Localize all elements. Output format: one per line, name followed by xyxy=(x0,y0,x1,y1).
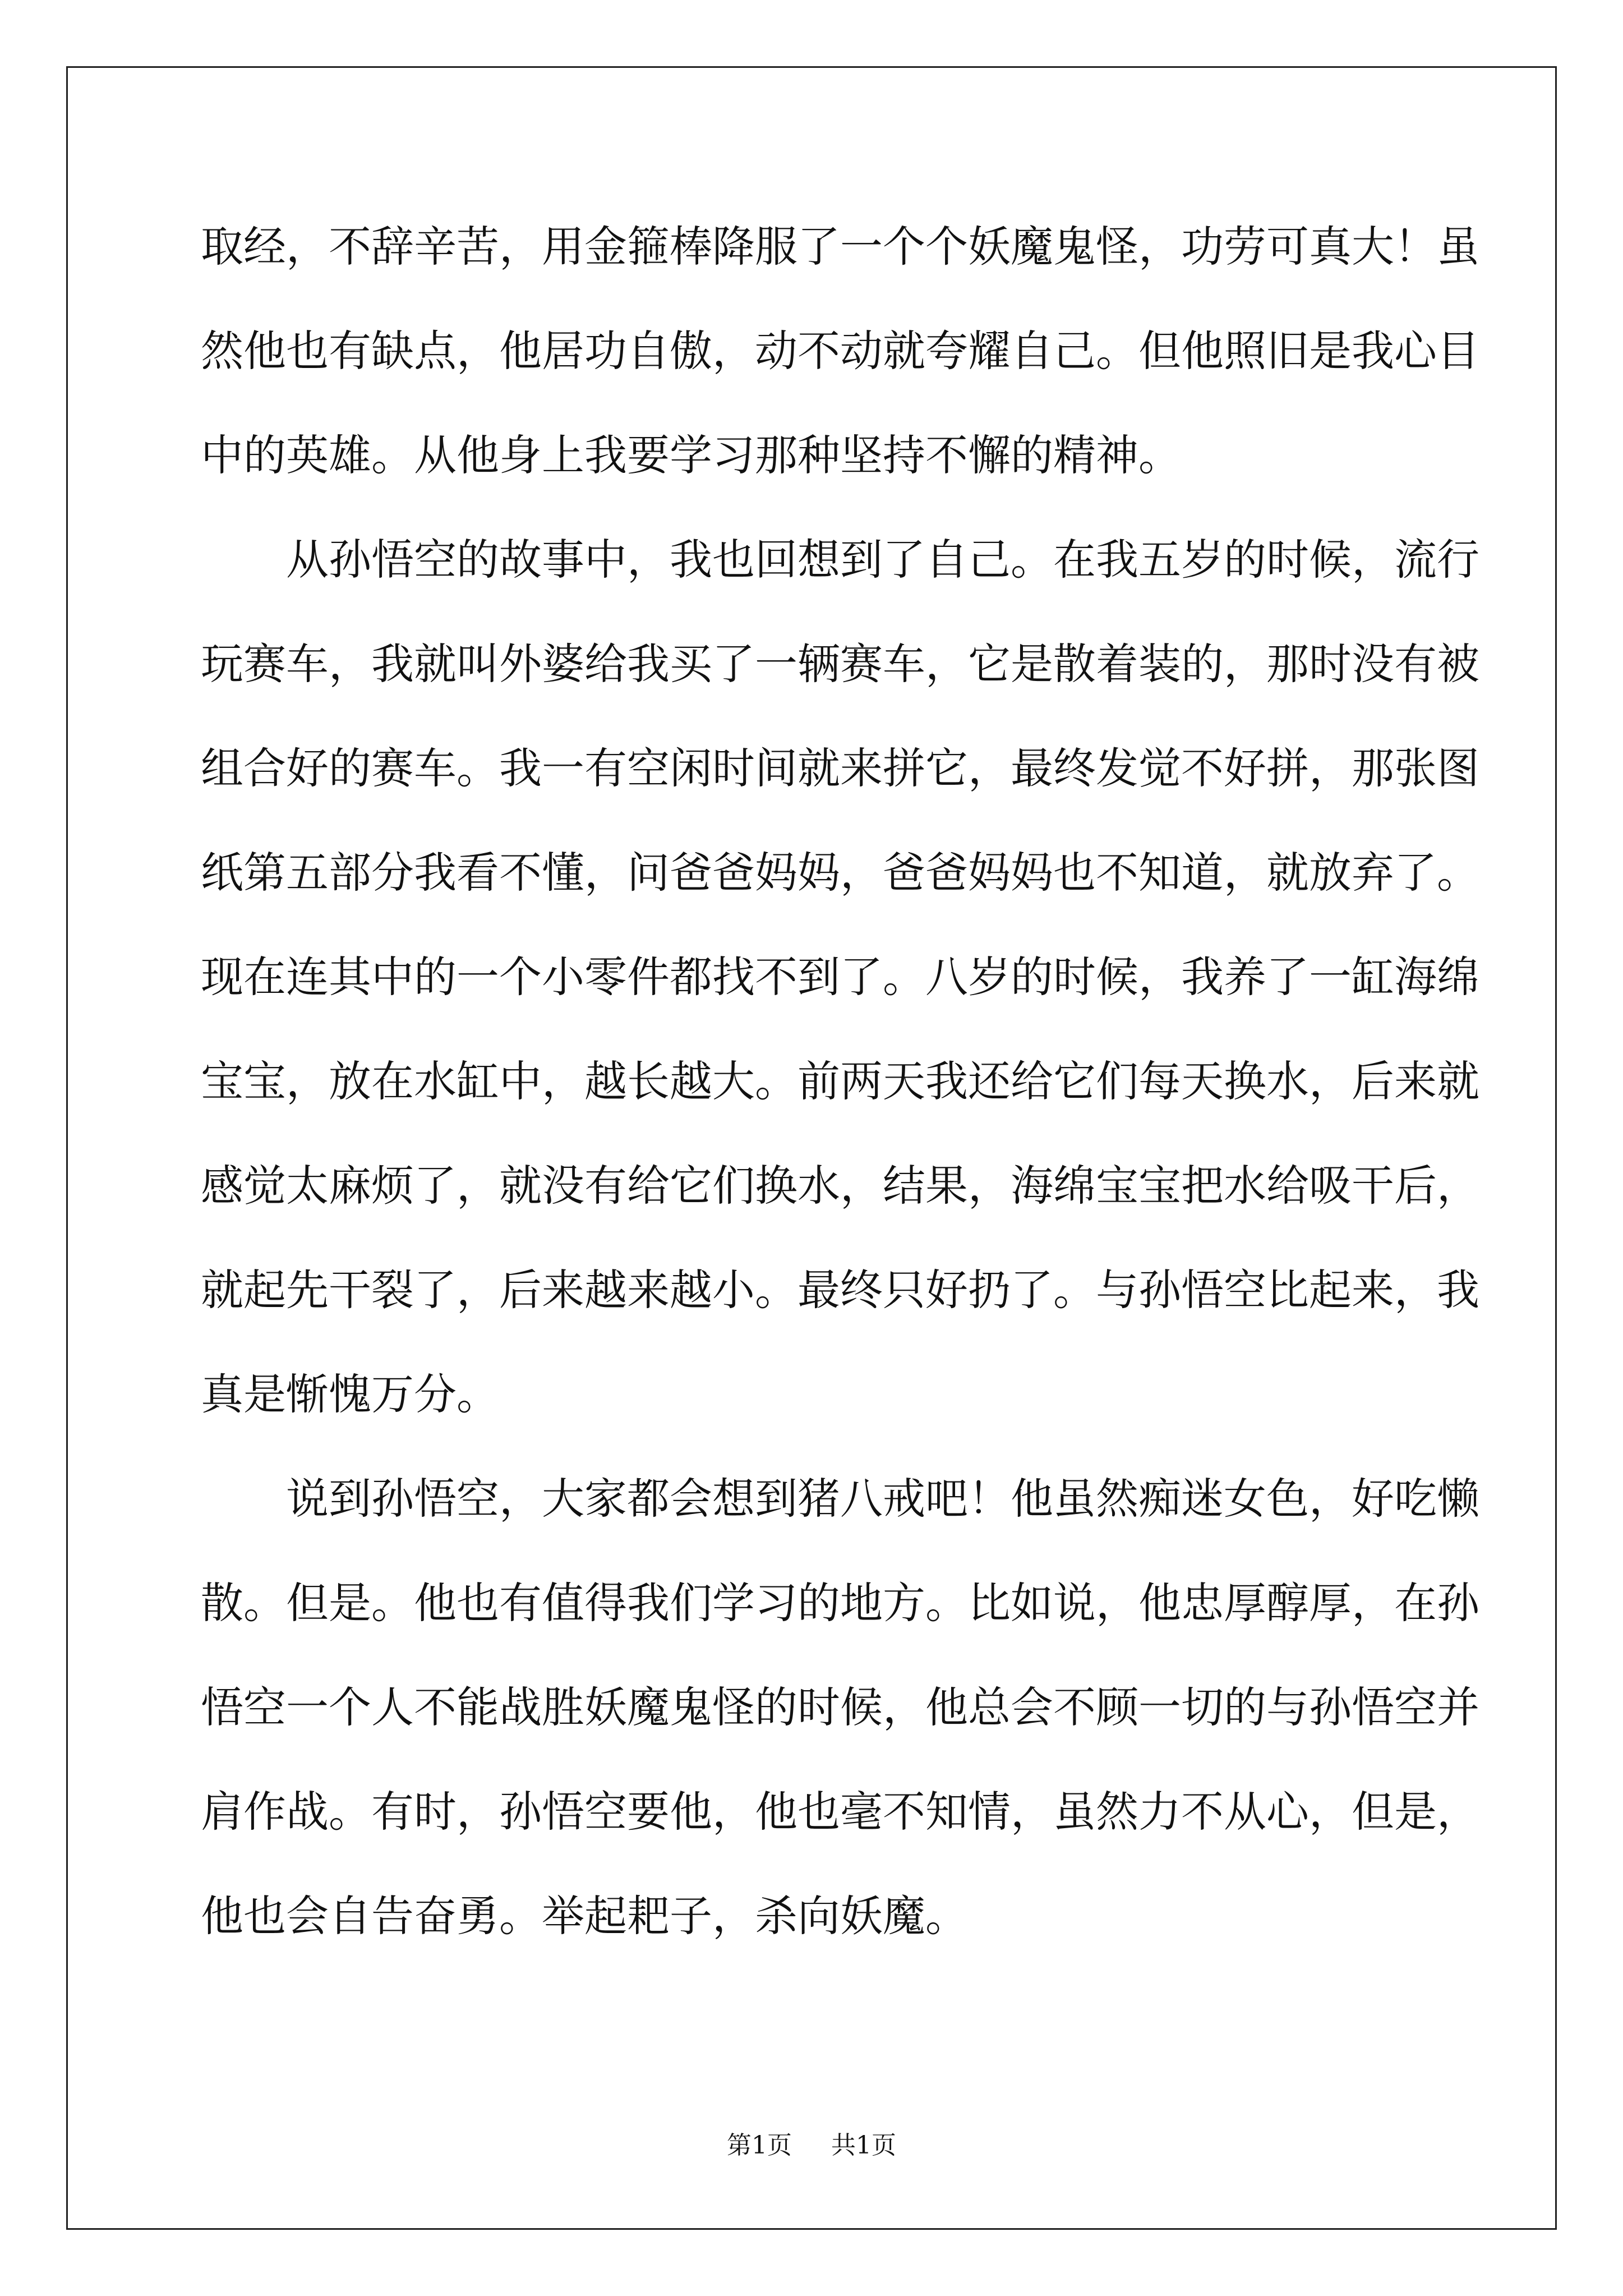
paragraph-start-line: 说到孙悟空，大家都会想到猪八戒吧！他虽然痴迷女色，好吃懒 xyxy=(286,1474,1479,1524)
text-line: 肩作战。有时，孙悟空要他，他也毫不知情，虽然力不从心，但是， xyxy=(201,1787,1479,1837)
text-line: 玩赛车，我就叫外婆给我买了一辆赛车，它是散着装的，那时没有被 xyxy=(201,639,1479,689)
text-line: 悟空一个人不能战胜妖魔鬼怪的时候，他总会不顾一切的与孙悟空并 xyxy=(201,1682,1479,1732)
text-line: 现在连其中的一个小零件都找不到了。八岁的时候，我养了一缸海绵 xyxy=(201,952,1479,1002)
text-line: 真是惭愧万分。 xyxy=(201,1369,499,1419)
text-line: 纸第五部分我看不懂，问爸爸妈妈，爸爸妈妈也不知道，就放弃了。 xyxy=(201,848,1479,898)
text-line: 中的英雄。从他身上我要学习那种坚持不懈的精神。 xyxy=(201,430,1181,480)
text-line: 取经，不辞辛苦，用金箍棒降服了一个个妖魔鬼怪，功劳可真大！虽 xyxy=(201,222,1479,272)
text-line: 组合好的赛车。我一有空闲时间就来拼它，最终发觉不好拼，那张图 xyxy=(201,743,1479,793)
text-line: 感觉太麻烦了，就没有给它们换水，结果，海绵宝宝把水给吸干后， xyxy=(201,1161,1479,1211)
total-pages-label: 共1页 xyxy=(831,2131,896,2160)
current-page-label: 第1页 xyxy=(727,2131,792,2160)
page-footer xyxy=(0,2129,1623,2162)
paragraph-start-line: 从孙悟空的故事中，我也回想到了自己。在我五岁的时候，流行 xyxy=(286,535,1479,585)
text-line: 宝宝，放在水缸中，越长越大。前两天我还给它们每天换水，后来就 xyxy=(201,1056,1479,1106)
text-line: 然他也有缺点，他居功自傲，动不动就夸耀自己。但他照旧是我心目 xyxy=(201,326,1479,376)
document-body xyxy=(201,213,1479,1987)
text-line: 他也会自告奋勇。举起耙子，杀向妖魔。 xyxy=(201,1891,968,1941)
text-line: 就起先干裂了，后来越来越小。最终只好扔了。与孙悟空比起来，我 xyxy=(201,1265,1479,1315)
text-line: 散。但是。他也有值得我们学习的地方。比如说，他忠厚醇厚，在孙 xyxy=(201,1578,1479,1628)
